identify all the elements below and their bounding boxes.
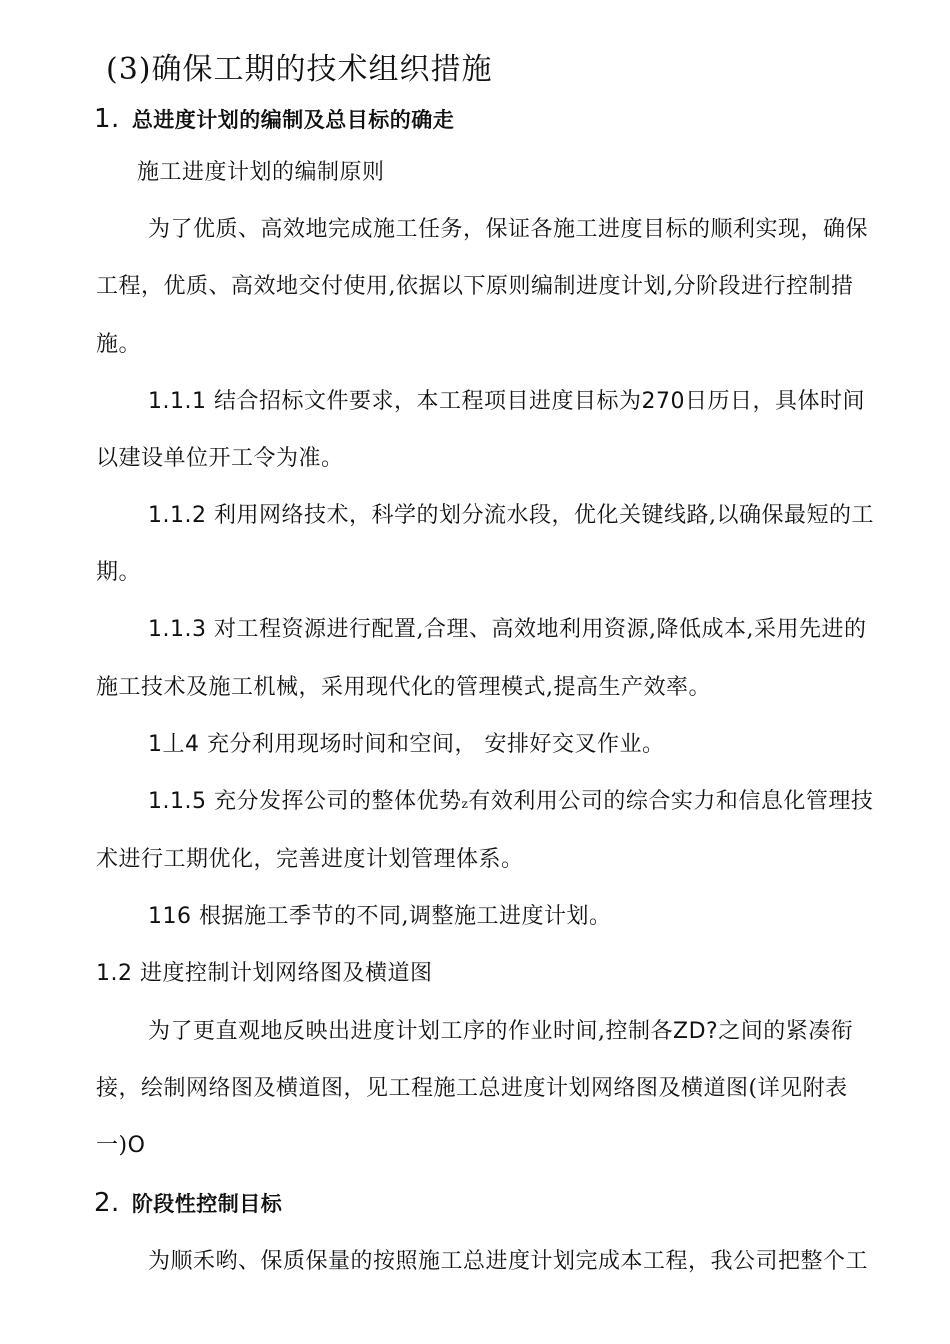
- paragraph-line: 为顺禾哟、保质保量的按照施工总进度计划完成本工程，我公司把整个工: [148, 1249, 869, 1274]
- item-artifact: z: [461, 797, 469, 811]
- item-number: 1.1.2: [148, 503, 207, 528]
- paragraph-line: 施工技术及施工机械，采用现代化的管理模式,提高生产效率。: [96, 675, 711, 700]
- item-text: 日历日，具体时间: [685, 389, 866, 414]
- section-number: 1.: [94, 104, 120, 134]
- item-number: 1.1.1: [148, 389, 207, 414]
- item-text: 有效利用公司的综合实力和信息化管理技: [468, 789, 874, 814]
- item-text: 充分发挥公司的整体优势: [213, 789, 462, 814]
- item-number: 1.1.5: [148, 789, 207, 814]
- paragraph-line: 术进行工期优化，完善进度计划管理体系。: [96, 847, 524, 872]
- para-text: 为了更直观地反映出进度计划工序的作业时间,控制各: [148, 1019, 673, 1044]
- section-title: 进度控制计划网络图及横道图: [140, 961, 433, 986]
- item-1-1-6: [148, 902, 612, 932]
- item-text: 利用网络技术，科学的划分流水段，优化关键线路,以确保最短的工: [213, 503, 874, 528]
- item-text: 根据施工季节的不同,调整施工进度计划。: [199, 904, 612, 929]
- paragraph-line: 期。: [96, 560, 142, 585]
- item-1-1-5: [148, 787, 873, 819]
- para-text: 一): [96, 1133, 128, 1158]
- paragraph-line: 工程，优质、高效地交付使用,依据以下原则编制进度计划,分阶段进行控制措: [96, 274, 854, 299]
- item-1-1-4: [148, 730, 665, 760]
- paragraph-line: [96, 1131, 145, 1161]
- section-heading-2: [94, 1188, 282, 1219]
- section-title: 阶段性控制目标: [131, 1192, 283, 1216]
- section-number: 2.: [94, 1188, 120, 1218]
- section-heading-1: [94, 104, 454, 135]
- page-title: (3)确保工期的技术组织措施: [106, 52, 493, 87]
- paragraph-line: 施。: [96, 332, 142, 357]
- subheading-principles: 施工进度计划的编制原则: [137, 160, 385, 185]
- para-code: ZD?: [673, 1019, 719, 1044]
- item-text: 充分利用现场时间和空间， 安排好交叉作业。: [207, 732, 665, 757]
- section-title: 总进度计划的编制及总目标的确走: [131, 108, 455, 132]
- item-number: 116: [148, 904, 192, 929]
- para-text: 之间的紧凑衔: [718, 1019, 854, 1044]
- section-number: 1.2: [96, 961, 133, 986]
- section-heading-1-2: [96, 959, 433, 989]
- paragraph-line: 接，绘制网络图及横道图，见工程施工总进度计划网络图及横道图(详见附表: [96, 1076, 848, 1101]
- item-text: 结合招标文件要求，本工程项目进度目标为: [213, 389, 642, 414]
- item-1-1-2: [148, 501, 874, 531]
- paragraph-line: 为了优质、高效地完成施工任务，保证各施工进度目标的顺利实现，确保: [148, 217, 869, 242]
- item-1-1-1: [148, 387, 865, 417]
- item-number: 1.1.3: [148, 617, 207, 642]
- item-number: 1丄4: [148, 732, 200, 757]
- item-value: 270: [641, 389, 685, 414]
- paragraph-line: [148, 1017, 853, 1047]
- paragraph-line: 以建设单位开工令为准。: [96, 446, 344, 471]
- item-text: 对工程资源进行配置,合理、高效地利用资源,降低成本,采用先进的: [213, 617, 867, 642]
- item-1-1-3: [148, 615, 866, 645]
- para-text: O: [127, 1133, 146, 1158]
